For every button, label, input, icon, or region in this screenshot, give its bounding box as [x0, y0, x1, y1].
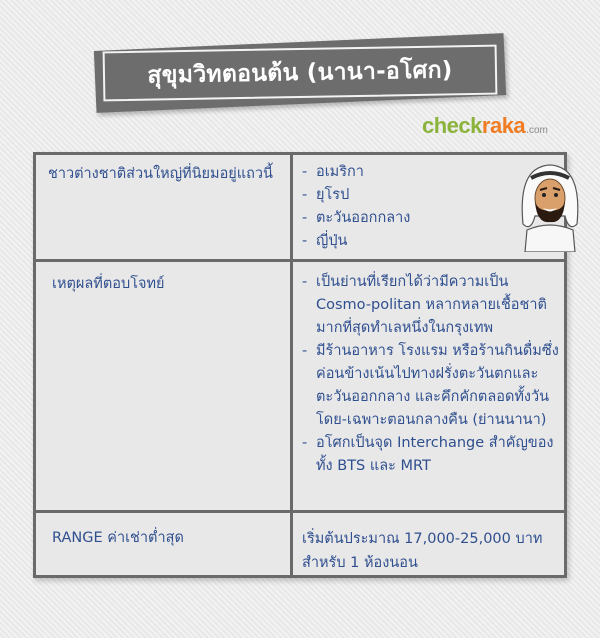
- list-item: - ญี่ปุ่น: [302, 230, 564, 253]
- list-item: - อเมริกา: [302, 161, 564, 184]
- row-label-nationalities: ชาวต่างชาติส่วนใหญ่ที่นิยมอยู่แถวนี้: [48, 166, 273, 182]
- row-label-range: RANGE ค่าเช่าต่ำสุด: [52, 530, 184, 546]
- row-value-range: เริ่มต้นประมาณ 17,000-25,000 บาท สำหรับ 1 ห้องนอน: [302, 531, 543, 571]
- brand-part-2: raka: [481, 113, 526, 138]
- brand-logo: [422, 113, 548, 139]
- banner-title: สุขุมวิทตอนต้น (นานา-อโศก): [147, 57, 453, 89]
- row-label-reasons: เหตุผลที่ตอบโจทย์: [52, 276, 165, 292]
- arab-man-avatar-icon: [517, 152, 583, 252]
- brand-part-1: check: [422, 113, 482, 138]
- list-item: - เป็นย่านที่เรียกได้ว่ามีความเป็น Cosmo-politan หลากหลายเชื้อชาติมากที่สุดทำเลหนึ่งในกรุงเทพ: [302, 271, 564, 340]
- banner-frame: [103, 45, 498, 102]
- row-divider: [36, 259, 564, 262]
- list-item: - ยุโรป: [302, 184, 564, 207]
- list-item: - มีร้านอาหาร โรงแรม หรือร้านกินดื่มซึ่งค่อนข้างเน้นไปทางฝรั่งตะวันตกและตะวันออกกลาง และคึกคักตลอดทั้งวันโดย-เฉพาะตอนกลางคืน (ย่านนานา): [302, 340, 564, 432]
- brand-tld: .com: [526, 125, 548, 136]
- row-value-reasons: [302, 271, 564, 478]
- info-table: [33, 152, 567, 578]
- list-item: - ตะวันออกกลาง: [302, 207, 564, 230]
- list-item: - อโศกเป็นจุด Interchange สำคัญของทั้ง BTS และ MRT: [302, 432, 564, 478]
- title-banner: [95, 38, 505, 108]
- row-divider: [36, 510, 564, 513]
